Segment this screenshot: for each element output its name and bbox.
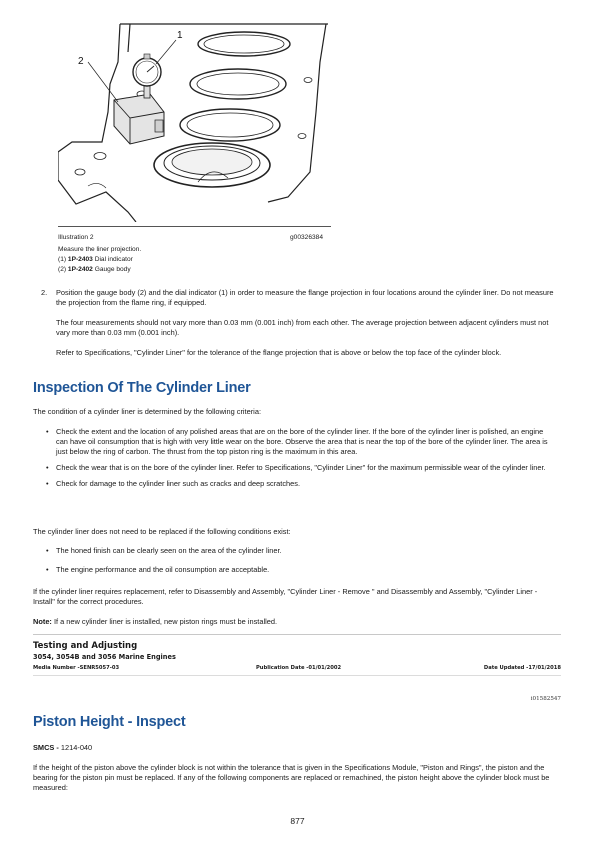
callout-1: 1 [177,30,183,41]
smcs-code: 1214-040 [60,743,93,752]
conditions-intro: The cylinder liner does not need to be replaced if the following conditions exist: [33,527,291,536]
callout-2: 2 [78,56,84,67]
piston-text: If the height of the piston above the cylinder block is not within the tolerance that is given in the Specifications Module, "Piston and Rings", the piston and the bearing for the piston pin must be replaced. If any of the following components are replaced or remachined, the piston height above the cylinder block must be measured: [33,763,550,792]
smcs-label: SMCS - [33,743,61,752]
media-number: Media Number -SENR5057-03 [33,665,120,671]
figure-part-2 [58,265,131,275]
step-2-text: Position the gauge body (2) and the dial indicator (1) in order to measure the flange projection in four locations around the cylinder liner. Do not measure the projection from the flame ring, if equipped. [56,288,554,307]
replacement-text: If the cylinder liner requires replacement, refer to Disassembly and Assembly, "Cylinder Liner - Remove " and Disassembly and Assembly, "Cylinder Liner - Install" for the correct procedures. [33,587,538,606]
figure-part-1 [58,255,133,265]
date-updated: Date Updated -17/01/2018 [483,665,561,671]
part-1-number: 1P-2403 [67,256,93,263]
part-1-name: Dial indicator [94,256,133,263]
note-label: Note: [33,617,52,626]
step-2-number: 2. [41,288,48,297]
part-2-name: Gauge body [94,266,131,273]
publication-date: Publication Date -01/01/2002 [256,665,342,671]
part-2-number: 1P-2402 [67,266,93,273]
part-1-num: (1) [58,256,67,263]
reference-id: i01582547 [530,696,561,702]
condition-item: • The engine performance and the oil consumption are acceptable. [46,565,556,575]
figure-caption-desc: Measure the liner projection. [58,246,142,253]
note [33,617,555,627]
inspection-intro: The condition of a cylinder liner is determined by the following criteria: [33,407,261,416]
criteria-item: • Check the wear that is on the bore of the cylinder liner. Refer to Specifications, "Cylinder Liner" for the maximum permissible wear of the cylinder liner. [46,463,556,473]
page-number: 877 [290,816,305,826]
figure-caption-title: Illustration 2 [58,234,94,241]
condition-item: • The honed finish can be clearly seen on the area of the cylinder liner. [46,546,556,556]
criteria-list [46,427,556,495]
section-divider [33,634,561,635]
step-2-para-2: The four measurements should not vary more than 0.03 mm (0.001 inch) from each other. The average projection between adjacent cylinders must not vary more than 0.03 mm (0.001 inch). [56,318,549,337]
figure-divider [58,226,331,227]
criteria-item: • Check the extent and the location of any polished areas that are on the bore of the cylinder liner. If the bore of the cylinder liner is polished, an engine can have oil consumption that is high with very little wear on the bore. Observe the area that is near the top of the bore of the cylinder liner. The area is just below the ring of carbon. The thrust from the top piston ring is the maximum in this area. [46,427,556,457]
criteria-item: • Check for damage to the cylinder liner such as cracks and deep scratches. [46,479,556,489]
note-text: If a new cylinder liner is installed, new piston rings must be installed. [51,617,278,626]
piston-heading: Piston Height - Inspect [33,714,186,730]
doc-subtitle: 3054, 3054B and 3056 Marine Engines [33,653,176,661]
conditions-list [46,546,556,581]
smcs-line [33,743,92,753]
figure-caption-id: g00326384 [290,234,324,241]
part-2-num: (2) [58,266,67,273]
inspection-heading: Inspection Of The Cylinder Liner [33,380,251,396]
meta-divider [33,675,561,676]
illustration-liner-projection [58,22,331,222]
doc-title: Testing and Adjusting [33,641,138,651]
step-2-para-3: Refer to Specifications, "Cylinder Liner" for the tolerance of the flange projection that is above or below the top face of the cylinder block. [56,348,502,357]
